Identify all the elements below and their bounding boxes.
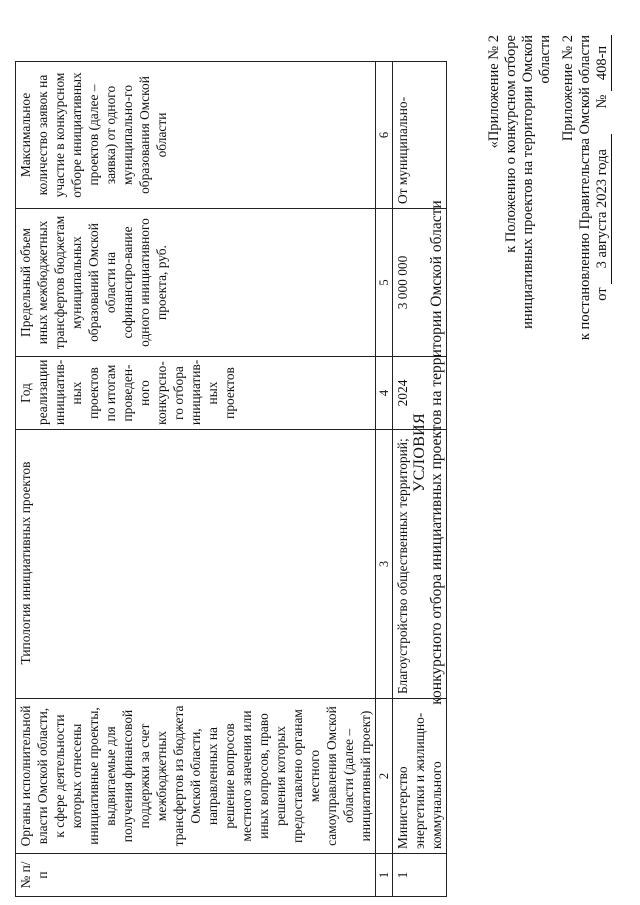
document-title: УСЛОВИЯ bbox=[411, 413, 428, 493]
header-executive-bodies: Органы исполнительной власти Омской области, к сфере деятельности которых отнесены инициативные проекты, выдвигаемые для получения финансовой поддержки за счет межбюджетных трансфертов из бюджета Омской области, направленных на решение вопросов местного значения или иных вопросов, право решения которых предоставлено органам местного самоуправления Омской области (далее – инициативный проект) bbox=[16, 699, 376, 854]
appendix-number: Приложение № 2 bbox=[560, 35, 576, 142]
resolution-date: 3 августа 2023 года bbox=[594, 134, 612, 284]
conditions-table bbox=[15, 61, 447, 897]
column-number: 6 bbox=[376, 62, 393, 209]
header-max-applications: Максимальное количество заявок на участие в конкурсном отборе инициативных проектов (далее – заявка) от одного муниципально-го образования Омской области bbox=[16, 62, 376, 209]
header-transfer-limit: Предельный объем иных межбюджетных трансфертов бюджетам муниципальных образований Омской области на софинансиро-вание одного инициативного проекта, руб. bbox=[16, 209, 376, 357]
resolution-date-line bbox=[594, 35, 612, 340]
date-prefix: от bbox=[594, 287, 610, 301]
resolution-number: 408-п bbox=[594, 35, 612, 91]
row-max-applications: От муниципально- bbox=[393, 62, 447, 209]
column-number: 1 bbox=[376, 854, 393, 897]
table-row bbox=[393, 62, 447, 897]
column-number-row bbox=[376, 62, 393, 897]
column-number: 5 bbox=[376, 209, 393, 357]
header-project-typology: Типология инициативных проектов bbox=[16, 430, 376, 699]
document-subtitle: конкурсного отбора инициативных проектов на территории Омской области bbox=[428, 200, 445, 705]
row-implementation-year: 2024 bbox=[393, 357, 447, 430]
header-implementation-year: Год реализации инициатив-ных проектов по итогам проведен-ного конкурсно-го отбора инициатив-ных проектов bbox=[16, 357, 376, 430]
regulation-reference: к Положению о конкурсном отборе инициативных проектов на территории Омской области bbox=[503, 35, 553, 329]
resolution-reference: к постановлению Правительства Омской области bbox=[577, 35, 593, 341]
regulation-appendix-header bbox=[486, 35, 554, 345]
column-number: 3 bbox=[376, 430, 393, 699]
header-number: № п/п bbox=[16, 854, 376, 897]
regulation-appendix-number: «Приложение № 2 bbox=[486, 35, 502, 149]
column-number: 4 bbox=[376, 357, 393, 430]
column-number: 2 bbox=[376, 699, 393, 854]
number-prefix: № bbox=[594, 94, 610, 109]
row-number: 1 bbox=[393, 854, 447, 897]
resolution-header bbox=[560, 35, 612, 340]
table-header-row bbox=[16, 62, 376, 897]
row-transfer-limit: 3 000 000 bbox=[393, 209, 447, 357]
row-executive-body: Министерство энергетики и жилищно-коммунального bbox=[393, 699, 447, 854]
row-project-typology: Благоустройство общественных территорий; bbox=[393, 430, 447, 699]
